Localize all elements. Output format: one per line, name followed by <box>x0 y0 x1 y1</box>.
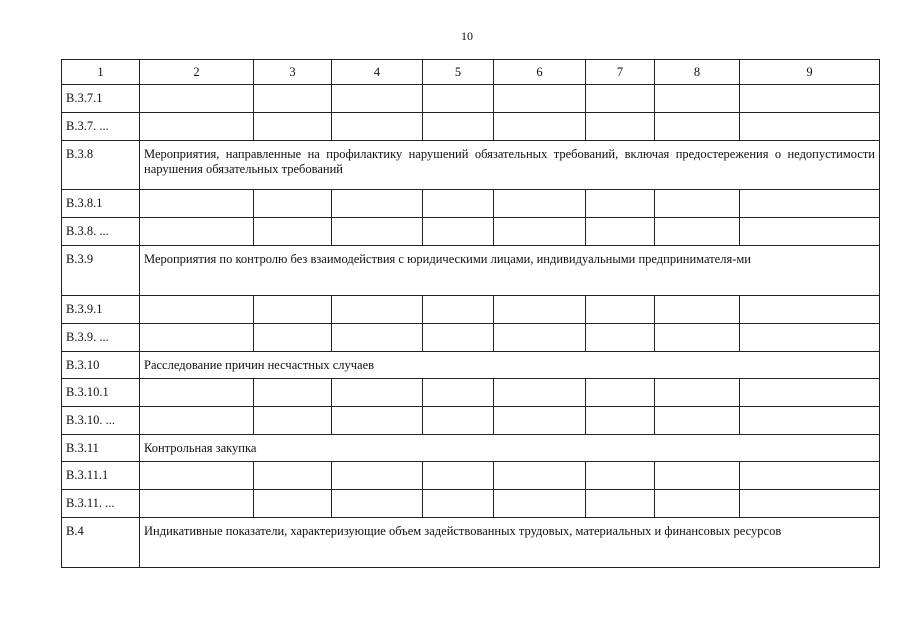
empty-cell <box>254 113 332 141</box>
empty-cell <box>254 407 332 435</box>
empty-cell <box>586 490 655 518</box>
column-header: 6 <box>494 60 586 85</box>
table-row <box>62 190 880 218</box>
empty-cell <box>740 113 880 141</box>
section-title: Мероприятия, направленные на профилактику нарушений обязательных требований, включая предостережения о недопустимости нарушения обязательных требований <box>140 141 880 190</box>
row-code: B.3.10. ... <box>62 407 140 435</box>
empty-cell <box>740 462 880 490</box>
empty-cell <box>140 113 254 141</box>
empty-cell <box>494 462 586 490</box>
empty-cell <box>423 296 494 324</box>
row-code: B.3.11.1 <box>62 462 140 490</box>
row-code: B.3.8. ... <box>62 218 140 246</box>
empty-cell <box>494 490 586 518</box>
empty-cell <box>655 296 740 324</box>
section-code: B.3.9 <box>62 246 140 296</box>
empty-cell <box>140 379 254 407</box>
empty-cell <box>423 379 494 407</box>
empty-cell <box>423 324 494 352</box>
section-code: B.4 <box>62 518 140 568</box>
empty-cell <box>140 296 254 324</box>
empty-cell <box>332 490 423 518</box>
empty-cell <box>494 407 586 435</box>
column-header: 9 <box>740 60 880 85</box>
empty-cell <box>494 190 586 218</box>
empty-cell <box>494 296 586 324</box>
empty-cell <box>254 190 332 218</box>
empty-cell <box>740 379 880 407</box>
section-title: Расследование причин несчастных случаев <box>140 352 880 379</box>
empty-cell <box>254 324 332 352</box>
empty-cell <box>254 85 332 113</box>
column-header: 4 <box>332 60 423 85</box>
row-code: B.3.10.1 <box>62 379 140 407</box>
empty-cell <box>332 379 423 407</box>
empty-cell <box>494 113 586 141</box>
empty-cell <box>586 407 655 435</box>
table-row <box>62 85 880 113</box>
empty-cell <box>494 379 586 407</box>
empty-cell <box>254 379 332 407</box>
section-row <box>62 141 880 190</box>
table-row <box>62 490 880 518</box>
empty-cell <box>655 113 740 141</box>
empty-cell <box>586 462 655 490</box>
empty-cell <box>740 490 880 518</box>
empty-cell <box>140 218 254 246</box>
empty-cell <box>655 190 740 218</box>
table-header-row <box>62 60 880 85</box>
empty-cell <box>740 324 880 352</box>
empty-cell <box>586 218 655 246</box>
empty-cell <box>140 462 254 490</box>
column-header: 2 <box>140 60 254 85</box>
empty-cell <box>140 324 254 352</box>
row-code: B.3.7. ... <box>62 113 140 141</box>
row-code: B.3.9.1 <box>62 296 140 324</box>
empty-cell <box>586 85 655 113</box>
section-code: B.3.10 <box>62 352 140 379</box>
empty-cell <box>332 85 423 113</box>
empty-cell <box>655 379 740 407</box>
row-code: B.3.7.1 <box>62 85 140 113</box>
empty-cell <box>740 218 880 246</box>
empty-cell <box>655 324 740 352</box>
empty-cell <box>655 462 740 490</box>
section-row <box>62 246 880 296</box>
empty-cell <box>254 462 332 490</box>
row-code: B.3.8.1 <box>62 190 140 218</box>
empty-cell <box>655 407 740 435</box>
empty-cell <box>423 190 494 218</box>
empty-cell <box>494 85 586 113</box>
empty-cell <box>332 190 423 218</box>
table-row <box>62 218 880 246</box>
empty-cell <box>254 296 332 324</box>
column-header: 7 <box>586 60 655 85</box>
empty-cell <box>586 296 655 324</box>
empty-cell <box>140 490 254 518</box>
page-number: 10 <box>461 29 473 43</box>
section-title: Мероприятия по контролю без взаимодействия с юридическими лицами, индивидуальными предпринимателя-ми <box>140 246 880 296</box>
empty-cell <box>332 113 423 141</box>
table-row <box>62 113 880 141</box>
column-header: 1 <box>62 60 140 85</box>
empty-cell <box>655 490 740 518</box>
empty-cell <box>423 218 494 246</box>
table-row <box>62 296 880 324</box>
column-header: 3 <box>254 60 332 85</box>
empty-cell <box>586 113 655 141</box>
empty-cell <box>254 218 332 246</box>
empty-cell <box>423 113 494 141</box>
section-row <box>62 352 880 379</box>
empty-cell <box>740 407 880 435</box>
section-row <box>62 518 880 568</box>
empty-cell <box>332 324 423 352</box>
empty-cell <box>332 218 423 246</box>
empty-cell <box>423 462 494 490</box>
column-header: 8 <box>655 60 740 85</box>
empty-cell <box>332 462 423 490</box>
table-row <box>62 379 880 407</box>
section-code: B.3.11 <box>62 435 140 462</box>
empty-cell <box>332 407 423 435</box>
empty-cell <box>332 296 423 324</box>
indicators-table <box>61 59 880 568</box>
table-row <box>62 407 880 435</box>
column-header: 5 <box>423 60 494 85</box>
empty-cell <box>740 296 880 324</box>
empty-cell <box>140 190 254 218</box>
empty-cell <box>740 85 880 113</box>
empty-cell <box>423 85 494 113</box>
empty-cell <box>586 379 655 407</box>
empty-cell <box>140 85 254 113</box>
empty-cell <box>494 324 586 352</box>
table-row <box>62 462 880 490</box>
empty-cell <box>586 190 655 218</box>
section-title: Контрольная закупка <box>140 435 880 462</box>
table-row <box>62 324 880 352</box>
empty-cell <box>140 407 254 435</box>
empty-cell <box>423 407 494 435</box>
row-code: B.3.9. ... <box>62 324 140 352</box>
empty-cell <box>254 490 332 518</box>
empty-cell <box>423 490 494 518</box>
empty-cell <box>740 190 880 218</box>
section-title: Индикативные показатели, характеризующие объем задействованных трудовых, материальных и финансовых ресурсов <box>140 518 880 568</box>
row-code: B.3.11. ... <box>62 490 140 518</box>
section-code: B.3.8 <box>62 141 140 190</box>
empty-cell <box>494 218 586 246</box>
empty-cell <box>586 324 655 352</box>
empty-cell <box>655 218 740 246</box>
section-row <box>62 435 880 462</box>
empty-cell <box>655 85 740 113</box>
